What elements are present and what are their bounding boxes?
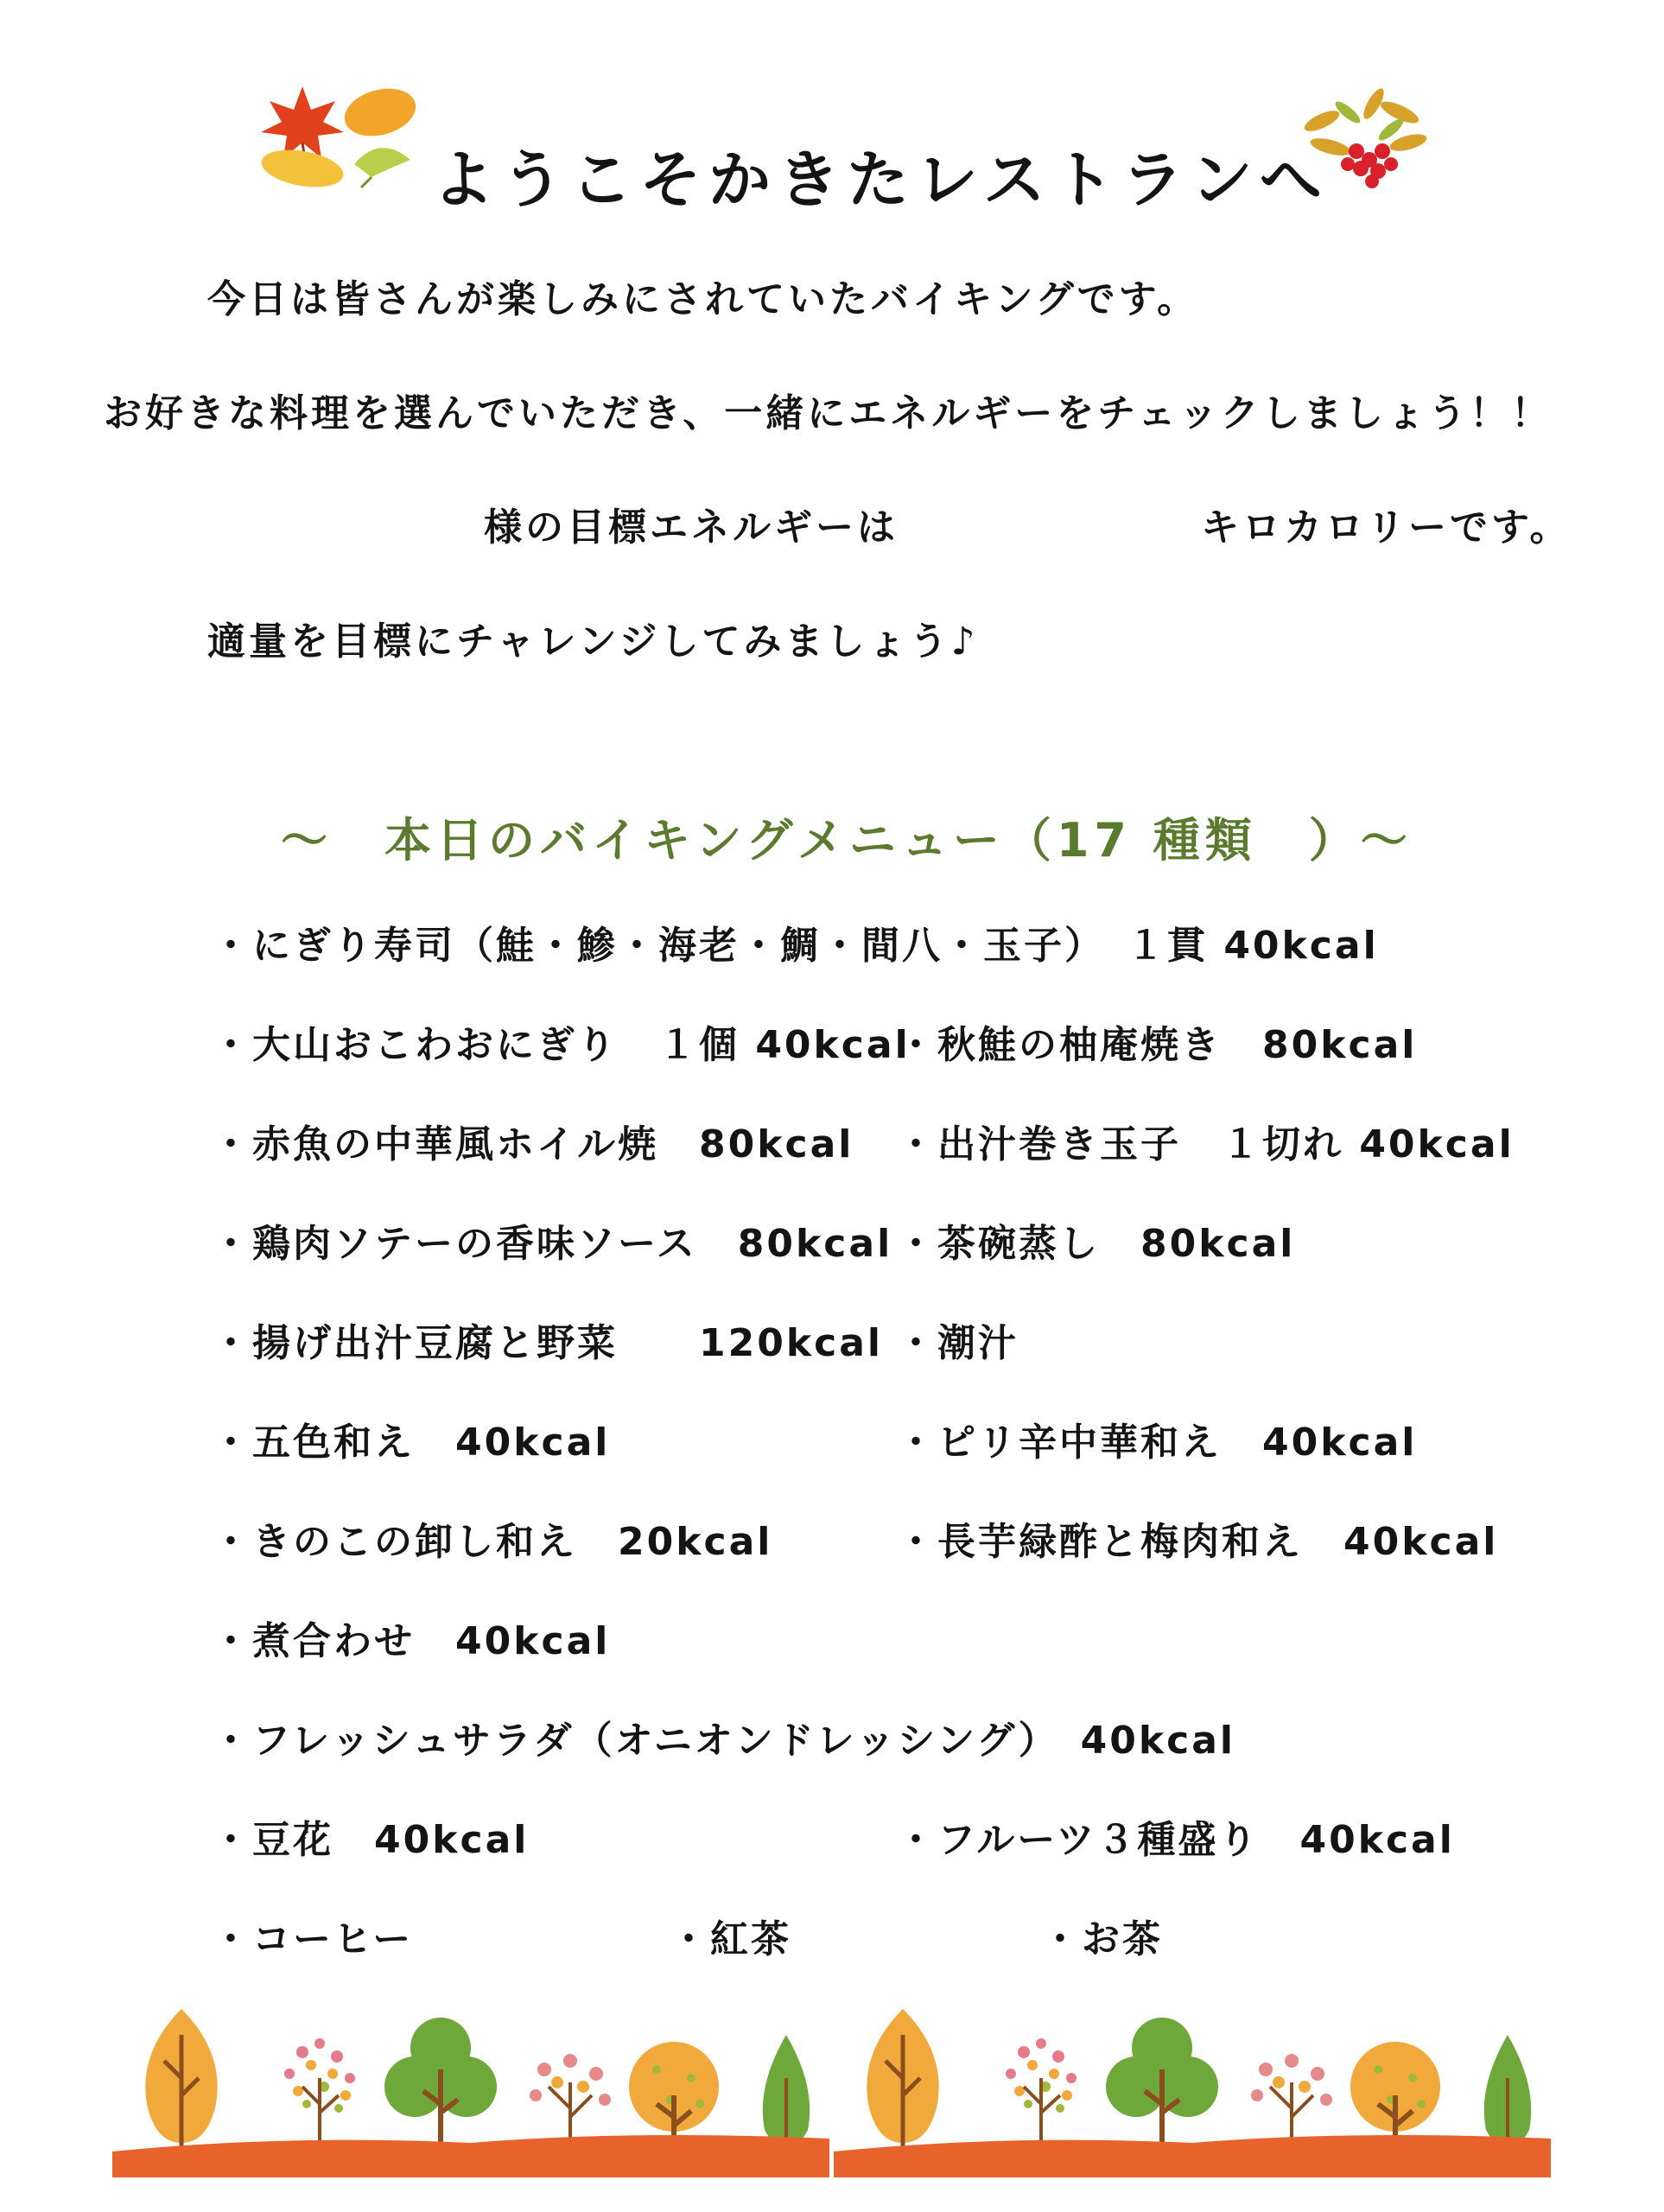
intro-line-1: 今日は皆さんが楽しみにされていたバイキングです。 (207, 277, 1199, 321)
menu-item-goshiki: ・五色和え 40kcal (212, 1421, 611, 1465)
page-title: ようこそかきたレストランへ (432, 143, 1329, 216)
menu-item-chicken: ・鶏肉ソテーの香味ソース 80kcal (212, 1222, 893, 1266)
menu-item-pirikara: ・ピリ辛中華和え 40kcal (897, 1421, 1418, 1465)
menu-item-tamago: ・出汁巻き玉子 １切れ 40kcal (897, 1122, 1515, 1166)
menu-item-tofu: ・揚げ出汁豆腐と野菜 120kcal (212, 1321, 883, 1365)
intro-line-2: お好きな料理を選んでいただき、一緒にエネルギーをチェックしましょう！！ (104, 391, 1553, 435)
menu-item-nagaimo: ・長芋緑酢と梅肉和え 40kcal (897, 1520, 1499, 1564)
menu-item-chawan: ・茶碗蒸し 80kcal (897, 1222, 1296, 1266)
menu-item-douhua: ・豆花 40kcal (212, 1818, 530, 1862)
menu-heading: ～ 本日のバイキングメニュー（17 種類 ）～ (281, 813, 1413, 868)
menu-item-coffee: ・コーヒー (212, 1917, 414, 1961)
menu-item-kinoko: ・きのこの卸し和え 20kcal (212, 1520, 773, 1564)
menu-item-salmon: ・秋鮭の柚庵焼き 80kcal (897, 1023, 1418, 1067)
menu-item-salad: ・フレッシュサラダ（オニオンドレッシング） 40kcal (212, 1719, 1235, 1763)
menu-item-nimono: ・煮合わせ 40kcal (212, 1619, 611, 1663)
menu-item-kocha: ・紅茶 (670, 1917, 791, 1961)
intro-line-3-left: 様の目標エネルギーは (484, 505, 899, 550)
menu-item-sushi: ・にぎり寿司（鮭・鯵・海老・鯛・間八・玉子） １貫 40kcal (212, 924, 1379, 968)
intro-line-3-right: キロカロリーです。 (1201, 505, 1572, 550)
menu-item-ushio: ・潮汁 (897, 1321, 1019, 1365)
menu-item-okowa: ・大山おこわおにぎり １個 40kcal (212, 1023, 911, 1067)
menu-item-ocha: ・お茶 (1041, 1917, 1163, 1961)
menu-item-akauo: ・赤魚の中華風ホイル焼 80kcal (212, 1122, 854, 1166)
menu-item-fruit: ・フルーツ３種盛り 40kcal (897, 1818, 1455, 1862)
autumn-trees-border (112, 2000, 1551, 2177)
autumn-leaves-icon (251, 82, 423, 190)
intro-line-4: 適量を目標にチャレンジしてみましょう♪ (207, 620, 979, 664)
